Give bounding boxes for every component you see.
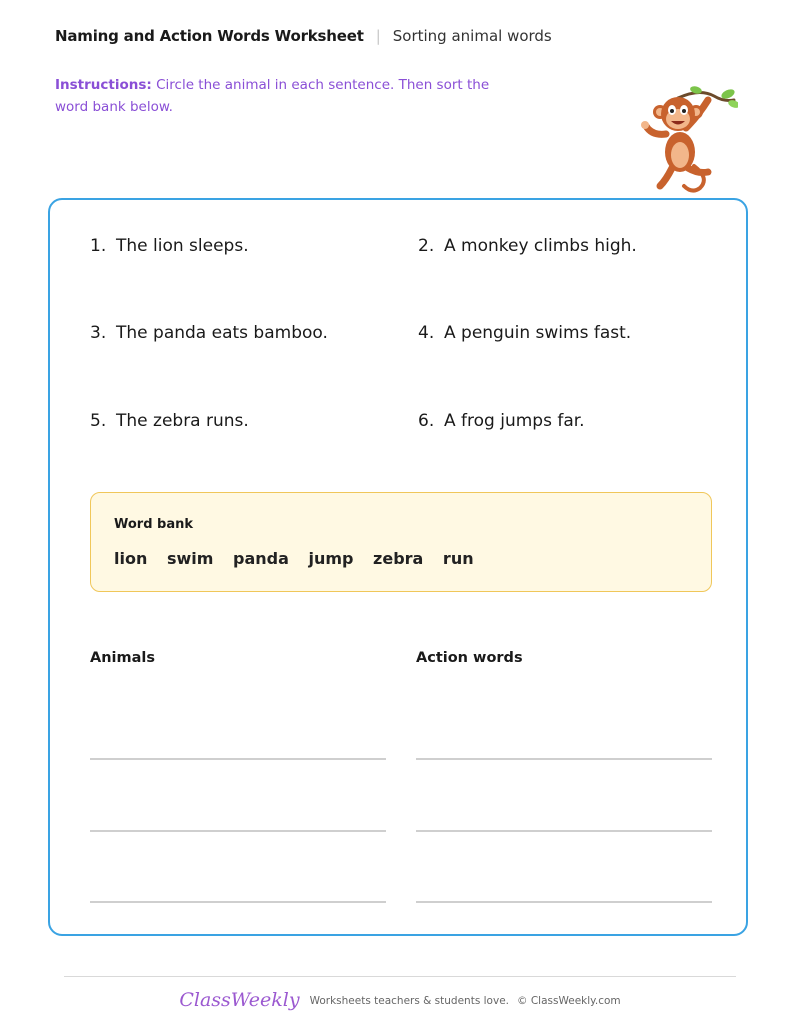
instructions [55, 74, 525, 118]
sentence-1[interactable] [90, 236, 249, 256]
sentence-number: 1. [90, 236, 107, 256]
animals-answer-line[interactable] [90, 758, 386, 760]
animals-answer-line[interactable] [90, 901, 386, 903]
sentence-text: The lion sleeps. [116, 236, 249, 256]
animals-column-heading: Animals [90, 650, 156, 666]
sentence-5[interactable] [90, 411, 249, 431]
word-bank-title: Word bank [114, 517, 194, 532]
monkey-hanging-on-branch-icon [638, 82, 738, 194]
word-bank [90, 492, 712, 592]
sentence-number: 5. [90, 411, 107, 431]
word-bank-word[interactable]: run [442, 549, 474, 568]
instructions-text: Circle the animal in each sentence. Then sort the word bank below. [55, 77, 490, 115]
sentence-text: The panda eats bamboo. [116, 323, 328, 343]
sentence-6[interactable] [418, 411, 585, 431]
action-words-column-heading: Action words [416, 650, 523, 666]
word-bank-word[interactable]: jump [308, 549, 354, 568]
header-separator: | [375, 27, 381, 45]
action-words-answer-line[interactable] [416, 901, 712, 903]
sentence-text: A frog jumps far. [444, 411, 585, 431]
footer [0, 989, 800, 1011]
word-bank-words [114, 549, 488, 568]
word-bank-word[interactable]: panda [232, 549, 289, 568]
sentence-2[interactable] [418, 236, 637, 256]
sentence-text: A monkey climbs high. [444, 236, 637, 256]
sentence-4[interactable] [418, 323, 631, 343]
brand-logo: ClassWeekly [179, 989, 300, 1011]
action-words-answer-line[interactable] [416, 758, 712, 760]
word-bank-word[interactable]: swim [166, 549, 214, 568]
sentence-number: 3. [90, 323, 107, 343]
footer-divider [64, 976, 736, 977]
word-bank-word[interactable]: zebra [373, 549, 424, 568]
worksheet-header [55, 27, 552, 45]
sentence-3[interactable] [90, 323, 328, 343]
animals-answer-line[interactable] [90, 830, 386, 832]
worksheet-subtitle: Sorting animal words [392, 27, 552, 45]
sentence-number: 6. [418, 411, 435, 431]
footer-copyright: © ClassWeekly.com [517, 995, 621, 1007]
sentence-number: 2. [418, 236, 435, 256]
action-words-answer-line[interactable] [416, 830, 712, 832]
sentence-text: A penguin swims fast. [444, 323, 632, 343]
worksheet-title: Naming and Action Words Worksheet [55, 27, 364, 45]
footer-tagline: Worksheets teachers & students love. [309, 995, 509, 1007]
sentence-text: The zebra runs. [116, 411, 249, 431]
exercise-card [48, 198, 748, 936]
instructions-label: Instructions: [55, 77, 152, 93]
sentence-number: 4. [418, 323, 435, 343]
word-bank-word[interactable]: lion [114, 549, 148, 568]
